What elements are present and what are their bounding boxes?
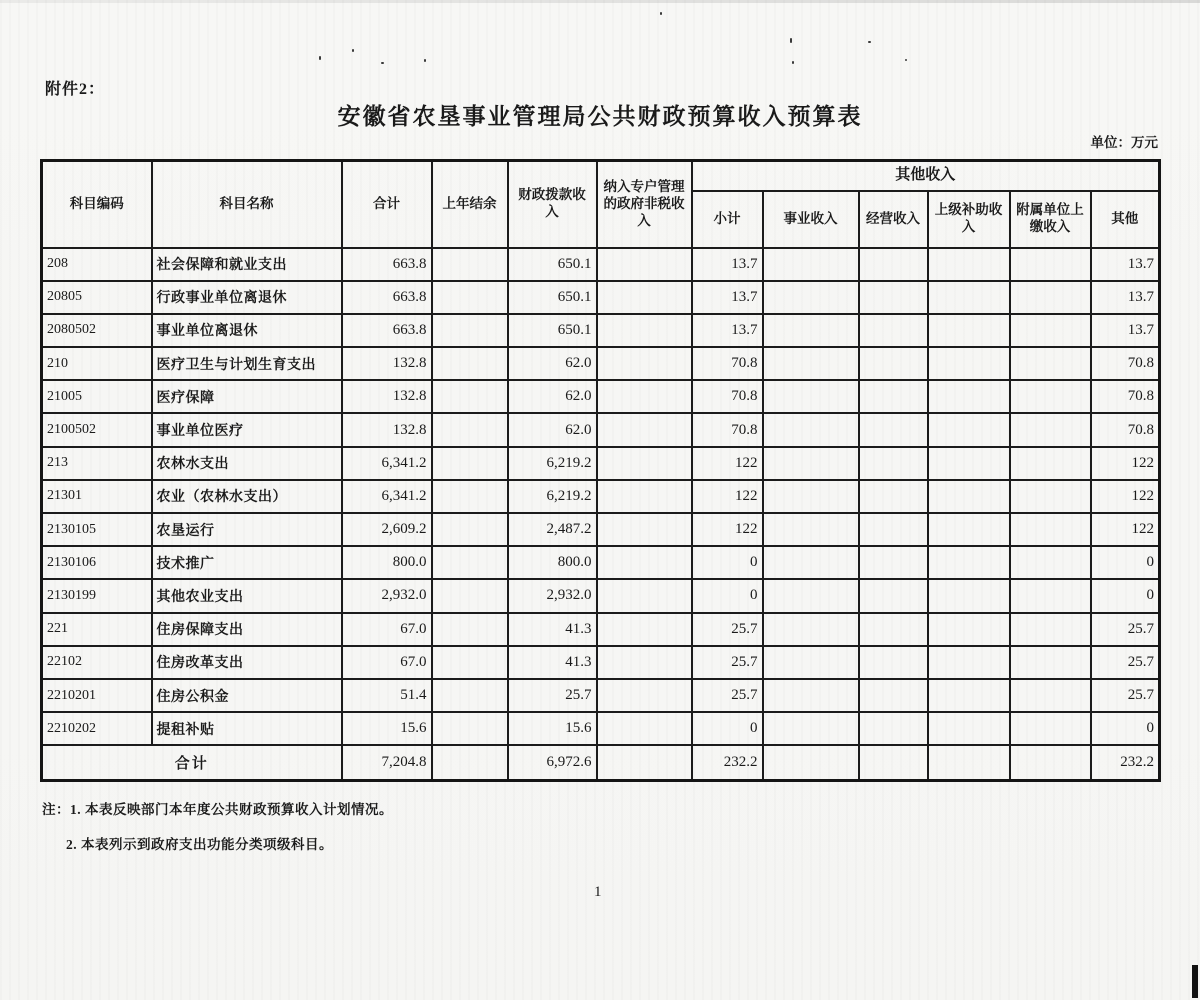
cell-superior	[928, 513, 1010, 546]
cell-code: 2130106	[42, 546, 152, 579]
scan-speck	[660, 12, 662, 15]
cell-business	[763, 613, 859, 646]
table-header	[42, 161, 1160, 248]
cell-total: 51.4	[342, 679, 432, 712]
cell-nontax	[597, 347, 692, 380]
page-number: 1	[594, 884, 602, 900]
cell-name: 住房改革支出	[152, 646, 342, 679]
col-header-name: 科目名称	[152, 161, 342, 248]
table-row	[42, 646, 1160, 679]
cell-superior	[928, 281, 1010, 314]
header-group-row	[42, 161, 1160, 191]
scan-speck	[790, 38, 792, 43]
cell-code: 208	[42, 248, 152, 281]
cell-subtotal: 13.7	[692, 314, 763, 347]
cell-affiliated	[1010, 281, 1091, 314]
cell-total: 132.8	[342, 347, 432, 380]
cell-total: 7,204.8	[342, 745, 432, 781]
cell-code: 2100502	[42, 413, 152, 446]
cell-superior	[928, 480, 1010, 513]
col-group-other-income: 其他收入	[692, 161, 1160, 191]
cell-affiliated	[1010, 613, 1091, 646]
cell-superior	[928, 413, 1010, 446]
budget-revenue-table	[40, 159, 1161, 782]
cell-business	[763, 679, 859, 712]
cell-name: 提租补贴	[152, 712, 342, 745]
col-header-prev-year: 上年结余	[432, 161, 508, 248]
cell-nontax	[597, 314, 692, 347]
cell-prev-year	[432, 513, 508, 546]
cell-business	[763, 248, 859, 281]
cell-superior	[928, 314, 1010, 347]
cell-code: 2080502	[42, 314, 152, 347]
table-row	[42, 447, 1160, 480]
cell-nontax	[597, 712, 692, 745]
col-header-nontax: 纳入专户管理的政府非税收入	[597, 161, 692, 248]
cell-code: 20805	[42, 281, 152, 314]
cell-operating	[859, 480, 928, 513]
unit-label: 单位：万元	[1090, 135, 1158, 150]
cell-total: 132.8	[342, 380, 432, 413]
cell-prev-year	[432, 745, 508, 781]
cell-prev-year	[432, 447, 508, 480]
cell-other: 122	[1091, 480, 1160, 513]
cell-fiscal: 25.7	[508, 679, 597, 712]
col-header-total: 合计	[342, 161, 432, 248]
cell-fiscal: 650.1	[508, 314, 597, 347]
cell-operating	[859, 447, 928, 480]
table-row	[42, 347, 1160, 380]
cell-fiscal: 2,932.0	[508, 579, 597, 612]
cell-name: 医疗卫生与计划生育支出	[152, 347, 342, 380]
cell-code: 21005	[42, 380, 152, 413]
cell-subtotal: 13.7	[692, 248, 763, 281]
cell-fiscal: 650.1	[508, 248, 597, 281]
cell-prev-year	[432, 281, 508, 314]
cell-business	[763, 380, 859, 413]
cell-total-label: 合计	[42, 745, 342, 781]
table-row	[42, 679, 1160, 712]
cell-other: 122	[1091, 447, 1160, 480]
cell-subtotal: 122	[692, 480, 763, 513]
cell-subtotal: 13.7	[692, 281, 763, 314]
cell-total: 6,341.2	[342, 480, 432, 513]
cell-fiscal: 41.3	[508, 646, 597, 679]
cell-prev-year	[432, 613, 508, 646]
cell-name: 农垦运行	[152, 513, 342, 546]
scan-speck	[381, 62, 384, 64]
cell-fiscal: 6,219.2	[508, 480, 597, 513]
cell-operating	[859, 314, 928, 347]
cell-fiscal: 6,219.2	[508, 447, 597, 480]
cell-superior	[928, 579, 1010, 612]
cell-prev-year	[432, 314, 508, 347]
cell-nontax	[597, 613, 692, 646]
col-header-fiscal: 财政拨款收入	[508, 161, 597, 248]
cell-operating	[859, 347, 928, 380]
cell-business	[763, 347, 859, 380]
cell-prev-year	[432, 712, 508, 745]
cell-total: 2,932.0	[342, 579, 432, 612]
cell-business	[763, 447, 859, 480]
cell-nontax	[597, 679, 692, 712]
cell-affiliated	[1010, 712, 1091, 745]
cell-other: 13.7	[1091, 314, 1160, 347]
cell-nontax	[597, 447, 692, 480]
cell-affiliated	[1010, 546, 1091, 579]
cell-affiliated	[1010, 646, 1091, 679]
table-row	[42, 413, 1160, 446]
cell-fiscal: 650.1	[508, 281, 597, 314]
scan-speck	[868, 41, 871, 43]
cell-fiscal: 41.3	[508, 613, 597, 646]
cell-code: 21301	[42, 480, 152, 513]
scan-speck	[792, 61, 794, 64]
scan-speck	[352, 49, 354, 52]
cell-business	[763, 546, 859, 579]
cell-total: 663.8	[342, 314, 432, 347]
table-row	[42, 248, 1160, 281]
cell-name: 农林水支出	[152, 447, 342, 480]
cell-operating	[859, 613, 928, 646]
cell-name: 事业单位医疗	[152, 413, 342, 446]
cell-superior	[928, 712, 1010, 745]
cell-nontax	[597, 513, 692, 546]
cell-prev-year	[432, 646, 508, 679]
cell-subtotal: 0	[692, 579, 763, 612]
scan-speck	[424, 59, 426, 62]
cell-business	[763, 314, 859, 347]
cell-nontax	[597, 546, 692, 579]
col-header-subtotal: 小计	[692, 191, 763, 248]
cell-other: 13.7	[1091, 281, 1160, 314]
cell-other: 25.7	[1091, 613, 1160, 646]
cell-nontax	[597, 281, 692, 314]
cell-operating	[859, 712, 928, 745]
cell-business	[763, 579, 859, 612]
cell-subtotal: 0	[692, 712, 763, 745]
cell-total: 6,341.2	[342, 447, 432, 480]
cell-superior	[928, 745, 1010, 781]
cell-code: 2210202	[42, 712, 152, 745]
cell-business	[763, 480, 859, 513]
table-row	[42, 546, 1160, 579]
cell-nontax	[597, 579, 692, 612]
cell-business	[763, 712, 859, 745]
cell-fiscal: 62.0	[508, 380, 597, 413]
table-body	[42, 248, 1160, 781]
cell-operating	[859, 745, 928, 781]
cell-affiliated	[1010, 380, 1091, 413]
cell-fiscal: 6,972.6	[508, 745, 597, 781]
cell-subtotal: 122	[692, 447, 763, 480]
cell-total: 663.8	[342, 248, 432, 281]
cell-code: 221	[42, 613, 152, 646]
cell-business	[763, 745, 859, 781]
cell-fiscal: 800.0	[508, 546, 597, 579]
cell-name: 行政事业单位离退休	[152, 281, 342, 314]
cell-code: 2210201	[42, 679, 152, 712]
cell-nontax	[597, 413, 692, 446]
table-row	[42, 480, 1160, 513]
cell-name: 社会保障和就业支出	[152, 248, 342, 281]
cell-subtotal: 70.8	[692, 380, 763, 413]
attachment-label: 附件2：	[45, 81, 106, 98]
cell-other: 0	[1091, 546, 1160, 579]
cell-other: 25.7	[1091, 679, 1160, 712]
cell-total: 67.0	[342, 646, 432, 679]
cell-name: 住房保障支出	[152, 613, 342, 646]
col-header-affiliated: 附属单位上缴收入	[1010, 191, 1091, 248]
cell-fiscal: 62.0	[508, 347, 597, 380]
cell-total: 67.0	[342, 613, 432, 646]
cell-total: 2,609.2	[342, 513, 432, 546]
table-row	[42, 380, 1160, 413]
cell-affiliated	[1010, 248, 1091, 281]
cell-total: 663.8	[342, 281, 432, 314]
cell-affiliated	[1010, 447, 1091, 480]
col-header-other: 其他	[1091, 191, 1160, 248]
cell-other: 25.7	[1091, 646, 1160, 679]
cell-affiliated	[1010, 347, 1091, 380]
cell-name: 医疗保障	[152, 380, 342, 413]
cell-affiliated	[1010, 413, 1091, 446]
cell-business	[763, 281, 859, 314]
cell-name: 事业单位离退休	[152, 314, 342, 347]
cell-subtotal: 25.7	[692, 646, 763, 679]
cell-affiliated	[1010, 314, 1091, 347]
cell-name: 农业（农林水支出）	[152, 480, 342, 513]
cell-superior	[928, 380, 1010, 413]
cell-affiliated	[1010, 579, 1091, 612]
scan-edge-mark	[1192, 965, 1198, 998]
cell-prev-year	[432, 546, 508, 579]
cell-prev-year	[432, 480, 508, 513]
cell-superior	[928, 646, 1010, 679]
cell-other: 0	[1091, 579, 1160, 612]
cell-superior	[928, 546, 1010, 579]
cell-superior	[928, 679, 1010, 712]
col-header-business: 事业收入	[763, 191, 859, 248]
cell-code: 210	[42, 347, 152, 380]
cell-name: 其他农业支出	[152, 579, 342, 612]
scan-edge-artifact	[0, 0, 1200, 3]
cell-subtotal: 25.7	[692, 613, 763, 646]
page-title: 安徽省农垦事业管理局公共财政预算收入预算表	[337, 104, 863, 129]
table-total-row	[42, 745, 1160, 781]
cell-fiscal: 62.0	[508, 413, 597, 446]
cell-operating	[859, 513, 928, 546]
cell-code: 22102	[42, 646, 152, 679]
col-header-code: 科目编码	[42, 161, 152, 248]
cell-affiliated	[1010, 480, 1091, 513]
table-row	[42, 513, 1160, 546]
scan-speck	[319, 56, 321, 60]
cell-business	[763, 646, 859, 679]
cell-operating	[859, 281, 928, 314]
cell-code: 2130105	[42, 513, 152, 546]
cell-nontax	[597, 248, 692, 281]
cell-affiliated	[1010, 679, 1091, 712]
cell-subtotal: 25.7	[692, 679, 763, 712]
cell-subtotal: 0	[692, 546, 763, 579]
cell-subtotal: 122	[692, 513, 763, 546]
cell-subtotal: 70.8	[692, 413, 763, 446]
cell-superior	[928, 613, 1010, 646]
cell-affiliated	[1010, 745, 1091, 781]
col-header-superior: 上级补助收入	[928, 191, 1010, 248]
cell-operating	[859, 413, 928, 446]
cell-name: 技术推广	[152, 546, 342, 579]
cell-business	[763, 413, 859, 446]
cell-superior	[928, 347, 1010, 380]
table-row	[42, 712, 1160, 745]
cell-code: 2130199	[42, 579, 152, 612]
cell-fiscal: 2,487.2	[508, 513, 597, 546]
cell-subtotal: 232.2	[692, 745, 763, 781]
cell-other: 0	[1091, 712, 1160, 745]
footnote-1: 注：1. 本表反映部门本年度公共财政预算收入计划情况。	[42, 802, 393, 817]
cell-nontax	[597, 380, 692, 413]
cell-nontax	[597, 745, 692, 781]
cell-affiliated	[1010, 513, 1091, 546]
cell-other: 122	[1091, 513, 1160, 546]
cell-other: 70.8	[1091, 413, 1160, 446]
table-row	[42, 613, 1160, 646]
cell-prev-year	[432, 380, 508, 413]
cell-superior	[928, 248, 1010, 281]
table-row	[42, 314, 1160, 347]
cell-code: 213	[42, 447, 152, 480]
cell-nontax	[597, 646, 692, 679]
cell-operating	[859, 380, 928, 413]
cell-name: 住房公积金	[152, 679, 342, 712]
cell-business	[763, 513, 859, 546]
table-row	[42, 281, 1160, 314]
cell-operating	[859, 646, 928, 679]
cell-other: 70.8	[1091, 380, 1160, 413]
cell-prev-year	[432, 248, 508, 281]
cell-prev-year	[432, 679, 508, 712]
col-header-operating: 经营收入	[859, 191, 928, 248]
cell-operating	[859, 579, 928, 612]
cell-prev-year	[432, 413, 508, 446]
cell-total: 132.8	[342, 413, 432, 446]
footnote-2: 2. 本表列示到政府支出功能分类项级科目。	[66, 837, 333, 852]
cell-superior	[928, 447, 1010, 480]
cell-other: 232.2	[1091, 745, 1160, 781]
cell-nontax	[597, 480, 692, 513]
cell-operating	[859, 679, 928, 712]
scan-speck	[905, 59, 907, 61]
cell-other: 13.7	[1091, 248, 1160, 281]
table-row	[42, 579, 1160, 612]
cell-other: 70.8	[1091, 347, 1160, 380]
cell-prev-year	[432, 579, 508, 612]
cell-subtotal: 70.8	[692, 347, 763, 380]
cell-total: 800.0	[342, 546, 432, 579]
cell-prev-year	[432, 347, 508, 380]
cell-operating	[859, 546, 928, 579]
cell-operating	[859, 248, 928, 281]
cell-fiscal: 15.6	[508, 712, 597, 745]
cell-total: 15.6	[342, 712, 432, 745]
